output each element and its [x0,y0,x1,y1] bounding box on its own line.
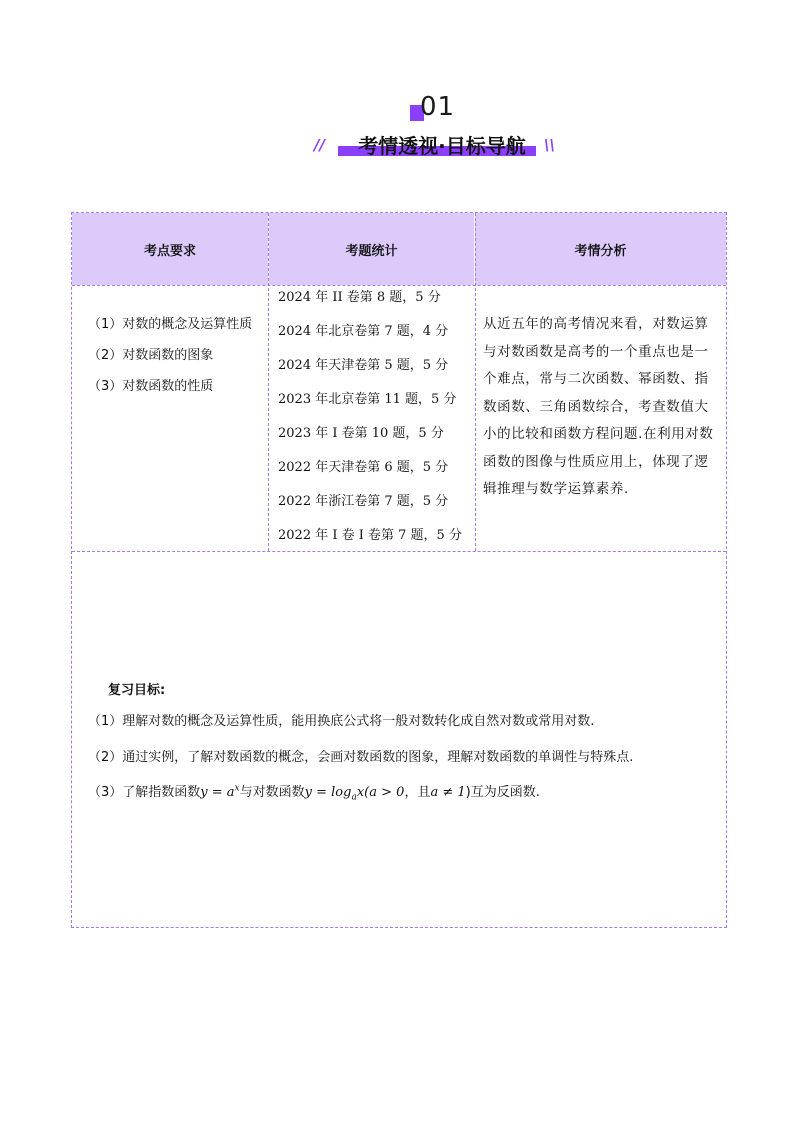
stat-item: 2024 年北京卷第 7 题，4 分 [278,324,449,339]
log-function-arg: x [356,785,365,800]
analysis-line: 函数的图像与性质应用上，体现了逻 [483,453,709,470]
analysis-line: 辑推理与数学运算素养. [483,481,629,497]
condition-1: (a > 0 [364,785,405,800]
stat-item: 2023 年 I 卷第 10 题，5 分 [278,426,444,441]
review-goals-title: 复习目标: [108,683,166,698]
goal3-and: ，且 [404,785,431,800]
analysis-text [483,311,719,504]
goal3-prefix: （3）了解指数函数 [88,785,201,800]
condition-2: a ≠ 1 [430,785,466,800]
header-statistics: 考题统计 [269,213,474,285]
requirement-item: （2）对数函数的图象 [88,348,214,363]
analysis-line: 与对数函数是高考的一个重点也是一 [483,343,709,360]
stat-item: 2024 年天津卷第 5 题，5 分 [278,358,449,373]
analysis-line: 从近五年的高考情况来看，对数运算 [483,316,709,332]
requirement-item: （3）对数函数的性质 [88,379,214,394]
review-goal-2: （2）通过实例，了解对数函数的概念，会画对数函数的图象，理解对数函数的单调性与特殊点. [88,750,634,765]
section-header [0,92,800,162]
exp-function-formula: y = a [200,785,235,800]
review-goal-3 [88,781,540,803]
analysis-line: 小的比较和函数方程问题.在利用对数 [483,426,714,442]
goal3-suffix: )互为反函数. [465,785,540,800]
analysis-line: 数函数、三角函数综合，考查数值大 [483,398,709,415]
requirements-list [88,309,252,402]
section-number [408,92,468,126]
stat-item: 2022 年天津卷第 6 题，5 分 [278,460,449,475]
stat-item: 2023 年北京卷第 11 题，5 分 [278,392,457,407]
row-divider [72,285,726,286]
log-function-formula: y = log [304,785,352,800]
statistics-list [278,289,478,561]
exp-function-exponent: x [234,783,240,794]
section-title: 考情透视·目标导航 [358,134,526,158]
stat-item: 2024 年 II 卷第 8 题，5 分 [278,290,441,305]
section-number-text: 01 [420,92,456,122]
slash-right-decoration: \\ [544,136,555,154]
goal3-mid: 与对数函数 [239,785,305,800]
analysis-line: 个难点，常与二次函数、幂函数、指 [483,371,709,387]
stat-item: 2022 年 I 卷 I 卷第 7 题，5 分 [278,528,462,543]
log-function-base: a [351,792,357,803]
header-requirements: 考点要求 [72,213,268,285]
requirement-item: （1）对数的概念及运算性质 [88,317,253,332]
slash-left-decoration: // [314,136,325,154]
header-analysis: 考情分析 [475,213,726,285]
exam-analysis-table [71,212,727,928]
column-divider [268,213,269,551]
stat-item: 2022 年浙江卷第 7 题，5 分 [278,494,449,509]
review-goal-1: （1）理解对数的概念及运算性质，能用换底公式将一般对数转化成自然对数或常用对数. [88,714,595,729]
